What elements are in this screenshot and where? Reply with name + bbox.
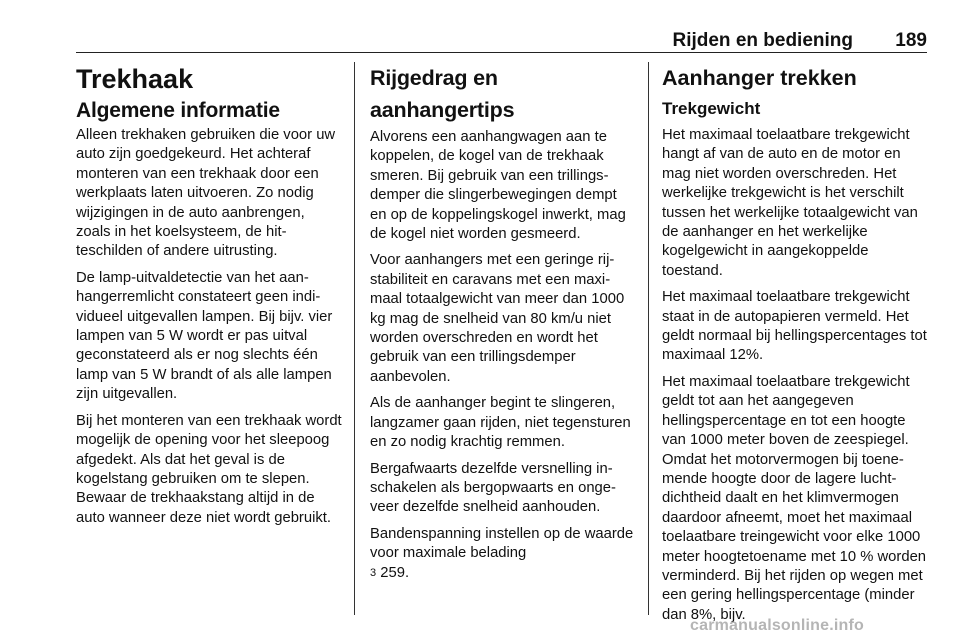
- watermark-text: carmanualsonline.info: [690, 617, 865, 634]
- section-title: Rijden en bediening: [672, 30, 853, 51]
- chapter-heading: Trekhaak: [76, 64, 194, 94]
- column-divider: [648, 62, 649, 615]
- paragraph: Alleen trekhaken gebruiken die voor uw auto zijn goedgekeurd. Het achteraf monteren van een trekhaak door een werkplaats laten uitvoeren. Zo nodig wijzigingen in de auto aanbrengen, zoals in het koelsysteem, de hitteschilden of andere uitrusting.: [76, 127, 336, 260]
- page-reference-link[interactable]: 259.: [380, 564, 410, 581]
- column-left: [76, 60, 342, 535]
- paragraph: Alvorens een aanhangwagen aan te koppelen, de kogel van de trekhaak smeren. Bij gebruik van een trillingsdemper die slingerbewegingen dempt en op de koppelingskogel inwerkt, mag de kogel niet worden gesmeerd.: [370, 129, 626, 243]
- paragraph: De lamp-uitvaldetectie van het aanhangerremlicht constateert geen individueel uitgevallen lampen. Bij bijv. vier lampen van 5 W wordt er pas uitval geconstateerd als er nog slechts één lamp van 5 W brandt of als alle lampen zijn uitgevallen.: [76, 269, 333, 403]
- paragraph: Het maximaal toelaatbare trekgewicht staat in de autopapieren vermeld. Het geldt normaal bij hellingspercentages tot maximaal 12%.: [662, 289, 927, 364]
- paragraph: Als de aanhanger begint te slingeren, langzamer gaan rijden, niet tegensturen en zo nodig krachtig remmen.: [370, 395, 631, 451]
- column-divider: [354, 62, 355, 615]
- paragraph: Het maximaal toelaatbare trekgewicht hangt af van de auto en de motor en mag niet worden overschreden. Het werkelijke trekgewicht is het verschilt tussen het werkelijke totaalgewicht van de aanhanger en het werkelijke kogelgewicht in aangekoppelde toestand.: [662, 127, 918, 279]
- column-middle: [370, 60, 636, 590]
- paragraph: Bergafwaarts dezelfde versnelling inschakelen als bergopwaarts en ongeveer dezelfde snelheid aanhouden.: [370, 460, 616, 516]
- section-heading: Rijgedrag en aanhangertips: [370, 66, 515, 122]
- section-heading: Aanhanger trekken: [662, 66, 857, 90]
- paragraph: Het maximaal toelaatbare trekgewicht geldt tot aan het aangegeven hellingspercentage en tot een hoogte van 1000 meter boven de zeespiegel. Omdat het motorvermogen bij toenemende hoogte door de lagere luchtdichtheid daalt en het klimvermogen daardoor afneemt, moet het maximaal toelaatbare treingewicht voor elke 1000 meter hoogtetoename met 10 % worden verminderd. Bij het rijden op wegen met een gering hellingspercentage (minder dan 8%, bijv.: [662, 373, 927, 623]
- paragraph: Voor aanhangers met een geringe rijstabiliteit en caravans met een maximaal totaalgewicht van meer dan 1000 kg mag de snelheid van 80 km/u niet worden overschreden en wordt het gebruik van een trillingsdemper aanbevolen.: [370, 252, 625, 385]
- column-right: [662, 60, 928, 632]
- page-reference-icon: 3: [370, 566, 377, 579]
- page-number: 189: [895, 30, 927, 51]
- paragraph: [370, 525, 636, 583]
- section-heading: Algemene informatie: [76, 99, 280, 122]
- paragraph-text: Bandenspanning instellen op de waarde voor maximale belading: [370, 525, 634, 562]
- running-header: [76, 30, 927, 53]
- subsection-heading: Trekgewicht: [662, 99, 761, 118]
- paragraph: Bij het monteren van een trekhaak wordt mogelijk de opening voor het sleepoog afgedekt. Als dat het geval is de kogelstang gebruiken om te slepen. Bewaar de trekhaakstang altijd in de auto wanneer deze niet wordt gebruikt.: [76, 412, 342, 526]
